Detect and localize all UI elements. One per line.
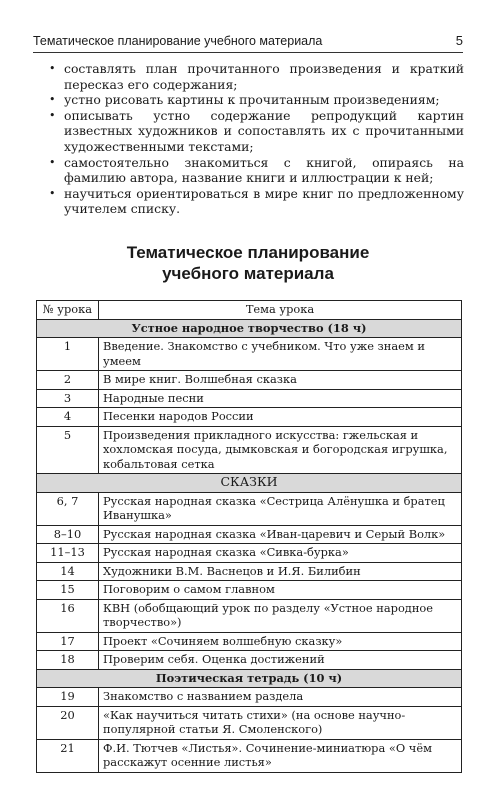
bullet-icon: • xyxy=(49,108,56,122)
lesson-number: 19 xyxy=(37,688,99,707)
table-row xyxy=(37,492,462,525)
lesson-number: 18 xyxy=(37,651,99,670)
table-row xyxy=(37,525,462,544)
table-row xyxy=(37,599,462,632)
table-row xyxy=(37,706,462,739)
table-body xyxy=(37,319,462,772)
bullet-icon: • xyxy=(49,186,56,200)
lesson-number: 5 xyxy=(37,426,99,474)
list-item-text: описывать устно содержание репродукций картин известных художников и сопоставлять их с прочитанными художественными текстами; xyxy=(64,107,464,154)
table-row xyxy=(37,688,462,707)
bullet-icon: • xyxy=(49,93,56,107)
list-item-text: составлять план прочитанного произведения и краткий пересказ его содержания; xyxy=(64,61,464,92)
lesson-topic: Произведения прикладного искусства: гжельская и хохломская посуда, дымковская и богородская игрушка, кобальтовая сетка xyxy=(99,426,462,474)
list-item-text: устно рисовать картины к прочитанным произведениям; xyxy=(64,92,440,108)
lesson-topic: Песенки народов России xyxy=(99,408,462,427)
table-row xyxy=(37,632,462,651)
running-title: Тематическое планирование учебного материала xyxy=(33,34,323,48)
table-row xyxy=(37,651,462,670)
lesson-topic: Русская народная сказка «Сивка-бурка» xyxy=(99,544,462,563)
list-item xyxy=(49,107,464,155)
section-title xyxy=(33,242,463,284)
table-section-row xyxy=(37,474,462,493)
page-number: 5 xyxy=(455,33,463,48)
table-row xyxy=(37,544,462,563)
table-row xyxy=(37,338,462,371)
list-item xyxy=(49,154,464,186)
lesson-topic: Введение. Знакомство с учебником. Что уже знаем и умеем xyxy=(99,338,462,371)
lesson-number: 6, 7 xyxy=(37,492,99,525)
lesson-topic: Поговорим о самом главном xyxy=(99,581,462,600)
lesson-number: 21 xyxy=(37,739,99,772)
section-title-line-1: Тематическое планирование xyxy=(126,243,370,262)
lesson-topic: КВН (обобщающий урок по разделу «Устное народное творчество») xyxy=(99,599,462,632)
table-row xyxy=(37,389,462,408)
list-item-text: научиться ориентироваться в мире книг по предложенному учителем списку. xyxy=(64,185,464,217)
lesson-topic: Народные песни xyxy=(99,389,462,408)
lesson-topic: В мире книг. Волшебная сказка xyxy=(99,371,462,390)
lesson-number: 15 xyxy=(37,581,99,600)
table-section-row xyxy=(37,669,462,688)
table-row xyxy=(37,581,462,600)
lesson-topic: Знакомство с названием раздела xyxy=(99,688,462,707)
section-heading: СКАЗКИ xyxy=(37,474,462,493)
table-row xyxy=(37,562,462,581)
lesson-number: 8–10 xyxy=(37,525,99,544)
lesson-number: 2 xyxy=(37,371,99,390)
section-title-line-2: учебного материала xyxy=(162,264,334,283)
section-heading: Устное народное творчество (18 ч) xyxy=(37,319,462,338)
column-header-lesson-number: № урока xyxy=(37,301,99,320)
column-header-lesson-topic: Тема урока xyxy=(99,301,462,320)
lesson-topic: Художники В.М. Васнецов и И.Я. Билибин xyxy=(99,562,462,581)
table-row xyxy=(37,739,462,772)
list-item xyxy=(49,61,464,92)
table-row xyxy=(37,371,462,390)
list-item xyxy=(49,185,464,217)
lesson-topic: Русская народная сказка «Сестрица Алёнушка и братец Иванушка» xyxy=(99,492,462,525)
table-row xyxy=(37,408,462,427)
lesson-number: 14 xyxy=(37,562,99,581)
lesson-number: 11–13 xyxy=(37,544,99,563)
lesson-number: 4 xyxy=(37,408,99,427)
table-section-row xyxy=(37,319,462,338)
lesson-number: 20 xyxy=(37,706,99,739)
section-heading: Поэтическая тетрадь (10 ч) xyxy=(37,669,462,688)
lesson-topic: Русская народная сказка «Иван-царевич и Серый Волк» xyxy=(99,525,462,544)
lesson-topic: Проверим себя. Оценка достижений xyxy=(99,651,462,670)
table-header-row xyxy=(37,301,462,320)
lesson-topic: Ф.И. Тютчев «Листья». Сочинение-миниатюра «О чём расскажут осенние листья» xyxy=(99,739,462,772)
lesson-number: 1 xyxy=(37,338,99,371)
lesson-number: 16 xyxy=(37,599,99,632)
lesson-topic: Проект «Сочиняем волшебную сказку» xyxy=(99,632,462,651)
list-item xyxy=(49,92,464,108)
lesson-number: 17 xyxy=(37,632,99,651)
table-row xyxy=(37,426,462,474)
skills-list xyxy=(49,61,464,217)
list-item-text: самостоятельно знакомиться с книгой, опираясь на фамилию автора, название книги и иллюстрации к ней; xyxy=(64,154,464,186)
bullet-icon: • xyxy=(49,155,56,169)
lesson-plan-table xyxy=(36,300,462,773)
lesson-number: 3 xyxy=(37,389,99,408)
bullet-icon: • xyxy=(49,62,56,75)
lesson-topic: «Как научиться читать стихи» (на основе научно-популярной статьи Я. Смоленского) xyxy=(99,706,462,739)
running-header xyxy=(33,34,463,53)
